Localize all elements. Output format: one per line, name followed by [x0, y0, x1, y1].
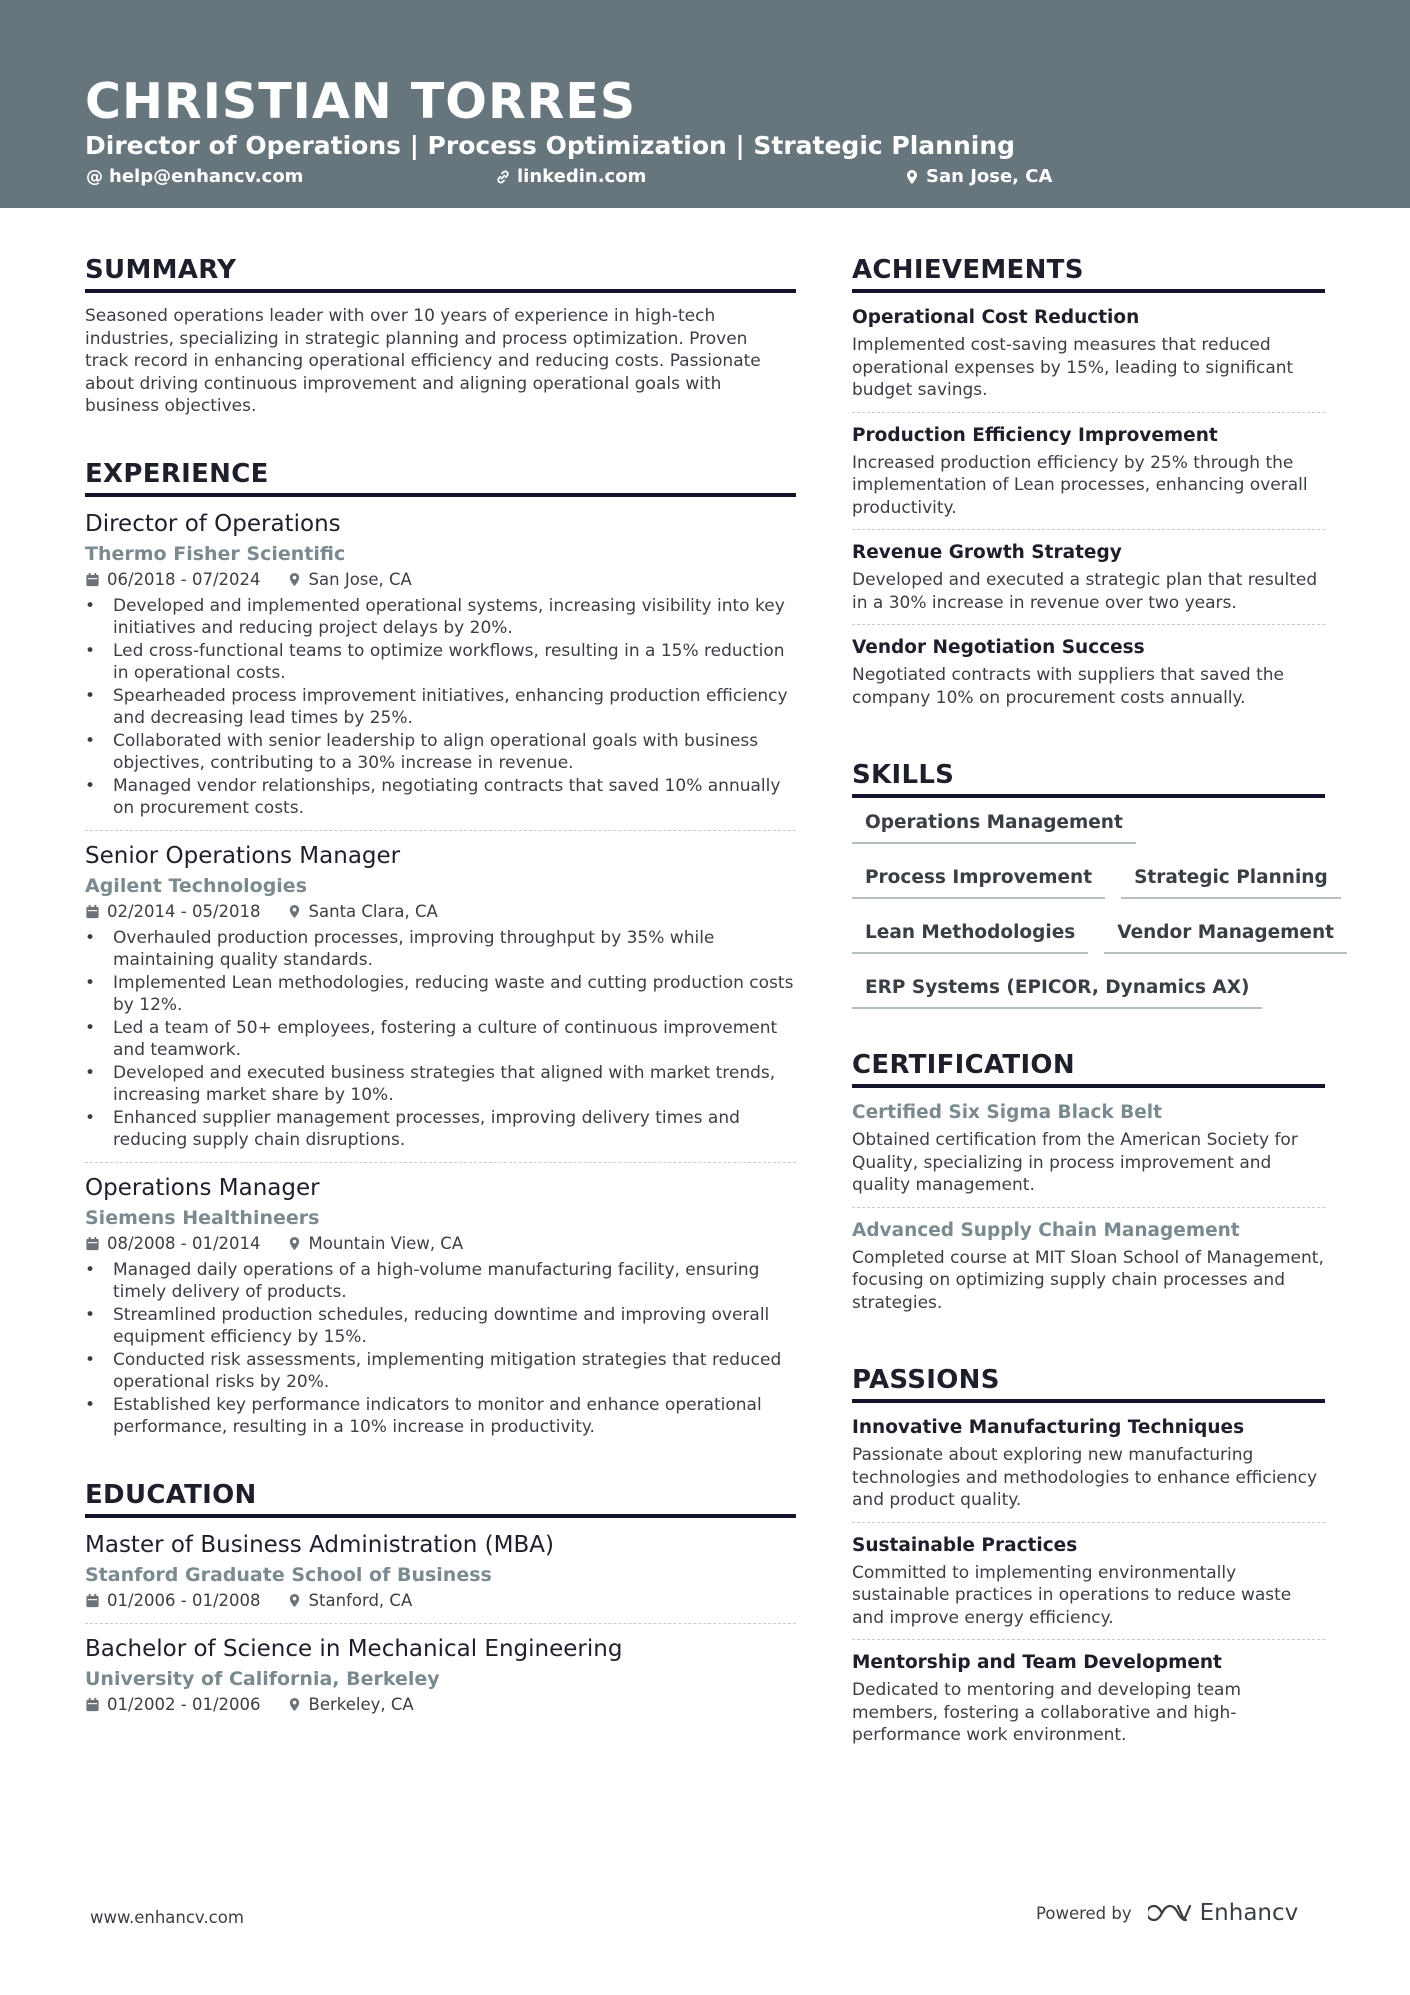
linkedin-text: linkedin.com: [517, 166, 647, 187]
candidate-name: CHRISTIAN TORRES: [85, 73, 637, 130]
map-pin-icon: [287, 1593, 302, 1608]
map-pin-icon: [287, 1697, 302, 1712]
achievement-item: [852, 423, 1325, 531]
powered-by-label: Powered by: [1036, 1903, 1132, 1923]
bullet-item: • Spearheaded process improvement initiatives, enhancing production efficiency and decreasing lead times by 25%.: [85, 685, 796, 730]
skills-heading: SKILLS: [852, 759, 1325, 798]
location-text: San Jose, CA: [926, 166, 1053, 187]
job-meta: [85, 900, 796, 924]
achievement-title: Revenue Growth Strategy: [852, 542, 1122, 563]
passion-text: Dedicated to mentoring and developing team members, fostering a collaborative and high-performance work environment.: [852, 1680, 1242, 1745]
passions-section: [852, 1364, 1325, 1757]
bullet-item: • Enhanced supplier management processes, improving delivery times and reducing supply chain disruptions.: [85, 1107, 796, 1152]
footer-branding: [1036, 1900, 1298, 1926]
certification-title: Advanced Supply Chain Management: [852, 1219, 1240, 1241]
skills-list: [852, 810, 1334, 1009]
company-name: Siemens Healthineers: [85, 1206, 320, 1229]
right-column: [852, 254, 1334, 1797]
email-contact[interactable]: [86, 165, 303, 189]
passion-text: Committed to implementing environmentally sustainable practices in operations to reduce waste and improve energy efficiency.: [852, 1562, 1292, 1628]
summary-heading: SUMMARY: [85, 254, 796, 293]
candidate-headline: Director of Operations | Process Optimization | Strategic Planning: [85, 131, 1016, 160]
passions-heading: PASSIONS: [852, 1364, 1325, 1403]
calendar-icon: [85, 1593, 100, 1608]
skill-tag: ERP Systems (EPICOR, Dynamics AX): [852, 975, 1262, 1009]
job-entry: [85, 509, 796, 831]
brand-name: Enhancv: [1199, 1900, 1299, 1926]
passion-title: Innovative Manufacturing Techniques: [852, 1417, 1245, 1438]
skill-tag: Operations Management: [852, 810, 1136, 844]
achievement-title: Operational Cost Reduction: [852, 307, 1140, 328]
achievement-item: [852, 635, 1325, 719]
job-title: Operations Manager: [85, 1174, 320, 1201]
education-meta: [85, 1589, 796, 1613]
at-icon: @: [86, 167, 103, 187]
job-location: San Jose, CA: [308, 569, 412, 589]
job-bullets: [85, 927, 796, 1152]
education-meta: [85, 1693, 796, 1717]
experience-heading: EXPERIENCE: [85, 458, 796, 497]
job-dates: 02/2014 - 05/2018: [107, 901, 261, 921]
education-entry: [85, 1530, 796, 1624]
job-dates: 08/2008 - 01/2014: [107, 1233, 261, 1253]
job-entry: [85, 1173, 796, 1439]
skill-tag: Lean Methodologies: [852, 920, 1088, 954]
certification-section: [852, 1049, 1325, 1324]
certification-title: Certified Six Sigma Black Belt: [852, 1102, 1162, 1123]
email-text: help@enhancv.com: [109, 166, 304, 187]
job-location: Santa Clara, CA: [308, 901, 438, 921]
job-dates: 06/2018 - 07/2024: [107, 569, 261, 589]
map-pin-icon: [287, 572, 302, 587]
bullet-item: • Managed daily operations of a high-volume manufacturing facility, ensuring timely delivery of products.: [85, 1259, 796, 1304]
bullet-item: • Conducted risk assessments, implementing mitigation strategies that reduced operational risks by 20%.: [85, 1349, 796, 1394]
certification-text: Obtained certification from the American Society for Quality, specializing in process improvement and quality management.: [852, 1130, 1298, 1195]
school-name: Stanford Graduate School of Business: [85, 1563, 492, 1586]
passion-title: Mentorship and Team Development: [852, 1652, 1222, 1673]
passion-item: [852, 1415, 1325, 1523]
education-section: [85, 1479, 796, 1717]
bullet-item: • Led a team of 50+ employees, fostering a culture of continuous improvement and teamwork.: [85, 1017, 796, 1062]
job-entry: [85, 841, 796, 1163]
achievement-text: Increased production efficiency by 25% through the implementation of Lean processes, enhancing overall productivity.: [852, 452, 1308, 518]
job-meta: [85, 1232, 796, 1256]
certification-item: [852, 1218, 1325, 1325]
passion-item: [852, 1650, 1325, 1757]
company-name: Agilent Technologies: [85, 874, 308, 897]
bullet-item: • Developed and implemented operational systems, increasing visibility into key initiatives and reducing project delays by 20%.: [85, 595, 796, 640]
passion-text: Passionate about exploring new manufacturing technologies and methodologies to enhance efficiency and product quality.: [852, 1445, 1318, 1510]
bullet-item: • Implemented Lean methodologies, reducing waste and cutting production costs by 12%.: [85, 972, 796, 1017]
achievements-section: [852, 254, 1325, 719]
bullet-item: • Established key performance indicators to monitor and enhance operational performance, resulting in a 10% increase in productivity.: [85, 1394, 796, 1439]
skills-section: [852, 759, 1334, 1009]
map-pin-icon: [287, 904, 302, 919]
job-location: Mountain View, CA: [308, 1233, 464, 1253]
passion-item: [852, 1533, 1325, 1641]
achievement-text: Negotiated contracts with suppliers that saved the company 10% on procurement costs annually.: [852, 665, 1285, 708]
left-column: [85, 254, 796, 1757]
skill-tag: Process Improvement: [852, 865, 1105, 899]
education-dates: 01/2006 - 01/2008: [107, 1590, 261, 1610]
certification-item: [852, 1100, 1325, 1208]
education-location: Stanford, CA: [308, 1590, 413, 1610]
location-contact: [904, 165, 1052, 189]
footer-website[interactable]: www.enhancv.com: [90, 1908, 244, 1927]
company-name: Thermo Fisher Scientific: [85, 542, 346, 565]
resume-header: [0, 0, 1410, 208]
achievement-title: Vendor Negotiation Success: [852, 637, 1145, 658]
job-meta: [85, 568, 796, 592]
bullet-item: • Developed and executed business strategies that aligned with market trends, increasing market share by 10%.: [85, 1062, 796, 1107]
achievement-title: Production Efficiency Improvement: [852, 424, 1218, 446]
degree-title: Bachelor of Science in Mechanical Engineering: [85, 1635, 623, 1662]
map-pin-icon: [287, 1236, 302, 1251]
experience-section: [85, 458, 796, 1439]
school-name: University of California, Berkeley: [85, 1667, 440, 1690]
certification-heading: CERTIFICATION: [852, 1049, 1325, 1088]
achievement-text: Developed and executed a strategic plan that resulted in a 30% increase in revenue over two years.: [852, 570, 1318, 613]
education-dates: 01/2002 - 01/2006: [107, 1694, 261, 1714]
calendar-icon: [85, 904, 100, 919]
summary-text: Seasoned operations leader with over 10 years of experience in high-tech industries, specializing in strategic planning and process optimization. Proven track record in enhancing operational efficiency and reducing costs. Passionate about driving continuous improvement and aligning operational goals with business objectives.: [85, 306, 761, 416]
brand-logo[interactable]: [1148, 1900, 1299, 1926]
education-entry: [85, 1634, 796, 1717]
calendar-icon: [85, 1236, 100, 1251]
summary-section: [85, 254, 796, 418]
achievement-text: Implemented cost-saving measures that reduced operational expenses by 15%, leading to significant budget savings.: [852, 335, 1294, 400]
achievement-item: [852, 540, 1325, 625]
calendar-icon: [85, 1697, 100, 1712]
bullet-item: • Streamlined production schedules, reducing downtime and improving overall equipment efficiency by 15%.: [85, 1304, 796, 1349]
skill-tag: Strategic Planning: [1121, 865, 1341, 899]
skill-tag: Vendor Management: [1104, 920, 1347, 954]
bullet-item: • Managed vendor relationships, negotiating contracts that saved 10% annually on procurement costs.: [85, 775, 796, 820]
linkedin-contact[interactable]: [495, 165, 646, 189]
bullet-item: • Led cross-functional teams to optimize workflows, resulting in a 15% reduction in operational costs.: [85, 640, 796, 685]
map-pin-icon: [904, 169, 920, 185]
bullet-item: • Collaborated with senior leadership to align operational goals with business objectives, contributing to a 30% increase in revenue.: [85, 730, 796, 775]
calendar-icon: [85, 572, 100, 587]
enhancv-logo-icon: [1148, 1902, 1192, 1924]
degree-title: Master of Business Administration (MBA): [85, 1531, 554, 1558]
achievement-item: [852, 305, 1325, 413]
job-bullets: [85, 595, 796, 820]
education-heading: EDUCATION: [85, 1479, 796, 1518]
bullet-item: • Overhauled production processes, improving throughput by 35% while maintaining quality standards.: [85, 927, 796, 972]
achievements-heading: ACHIEVEMENTS: [852, 254, 1325, 293]
certification-text: Completed course at MIT Sloan School of Management, focusing on optimizing supply chain processes and strategies.: [852, 1247, 1324, 1313]
job-title: Senior Operations Manager: [85, 842, 401, 869]
job-title: Director of Operations: [85, 510, 341, 537]
job-bullets: [85, 1259, 796, 1439]
link-icon: [495, 169, 511, 185]
passion-title: Sustainable Practices: [852, 1534, 1078, 1556]
education-location: Berkeley, CA: [308, 1694, 414, 1714]
